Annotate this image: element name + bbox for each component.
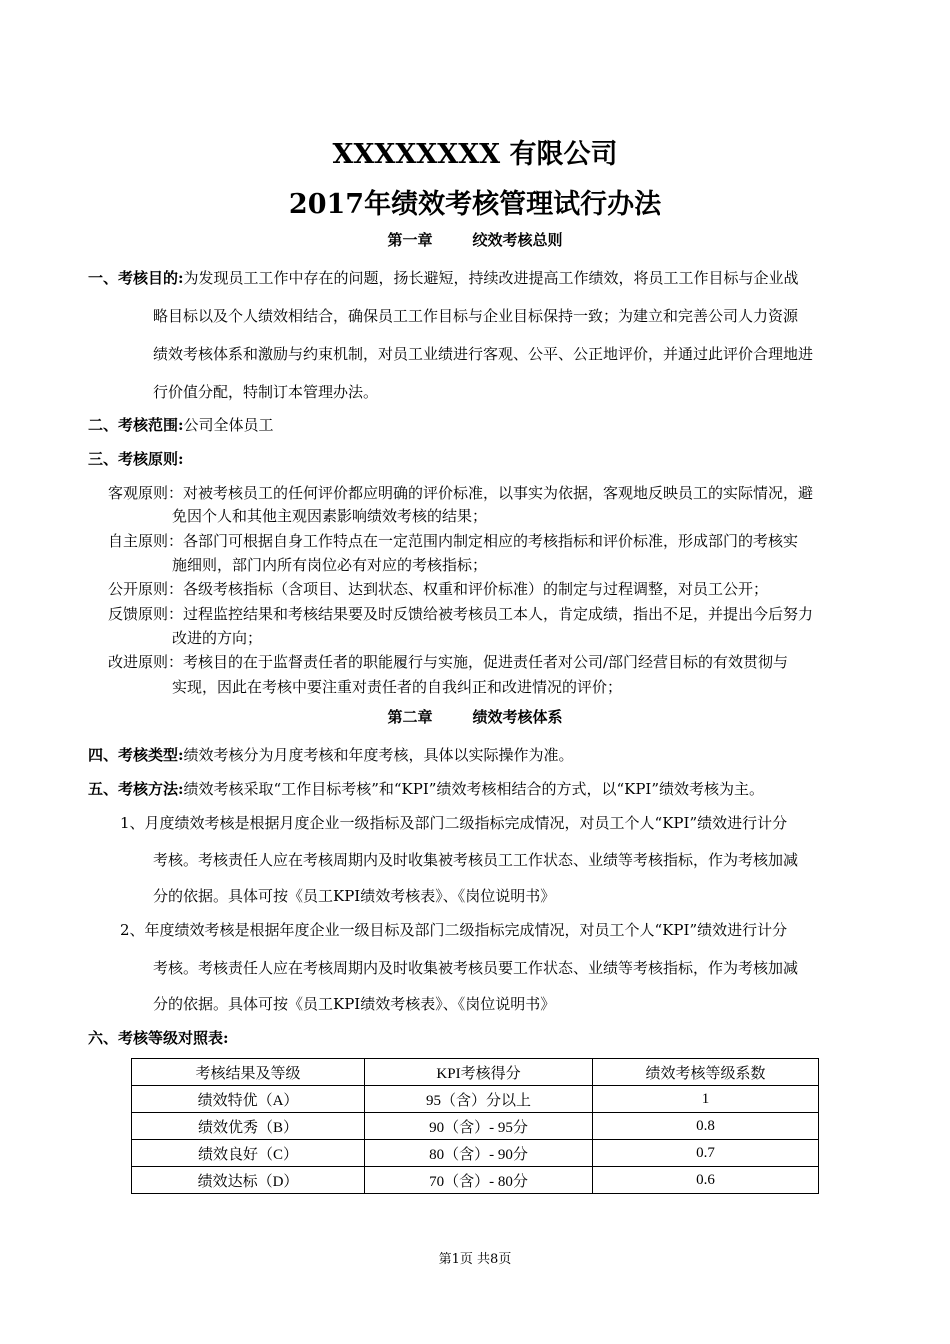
principle-improvement-line-1: 改进原则：考核目的在于监督责任者的职能履行与实施，促进责任者对公司/部门经营目标的有效贯彻与 [108, 653, 789, 671]
method-monthly-line-3: 分的依据。具体可按《员工KPI绩效考核表》、《岗位说明书》 [153, 887, 556, 905]
principle-autonomy-line-1: 自主原则：各部门可根据自身工作特点在一定范围内制定相应的考核指标和评价标准，形成部门的考核实 [108, 532, 799, 550]
section-2-heading: 二、考核范围: [88, 416, 184, 434]
table-header-row [132, 1059, 819, 1086]
table-row [132, 1140, 819, 1167]
section-1-line-1: 一、考核目的:为发现员工工作中存在的问题，扬长避短，持续改进提高工作绩效，将员工工作目标与企业战 [88, 269, 799, 287]
method-annual-line-2: 考核。考核责任人应在考核周期内及时收集被考核员要工作状态、业绩等考核指标，作为考核加减 [153, 959, 799, 977]
method-monthly-line-2: 考核。考核责任人应在考核周期内及时收集被考核员工工作状态、业绩等考核指标，作为考核加减 [153, 851, 799, 869]
section-2-text: 公司全体员工 [183, 416, 274, 434]
section-4-text: 绩效考核分为月度考核和年度考核，具体以实际操作为准。 [183, 746, 574, 764]
principle-feedback-line-2: 改进的方向； [172, 629, 263, 647]
table-cell: 95（含）分以上 [365, 1086, 593, 1113]
table-cell: 70（含）- 80分 [365, 1167, 593, 1194]
chapter-2-heading [0, 706, 950, 727]
chapter-1-name: 绞效考核总则 [472, 231, 563, 249]
page-footer: 第1页 共8页 [438, 1252, 512, 1267]
section-5 [88, 779, 764, 799]
method-monthly-line-1: 1、月度绩效考核是根据月度企业一级指标及部门二级指标完成情况，对员工个人“KPI”绩效进行计分 [120, 814, 788, 832]
method-annual-line-1: 2、年度绩效考核是根据年度企业一级目标及部门二级指标完成情况，对员工个人“KPI”绩效进行计分 [120, 921, 788, 939]
table-cell: 90（含）- 95分 [365, 1113, 593, 1140]
document-title: 2017年绩效考核管理试行办法 [288, 189, 662, 220]
table-cell: 绩效达标（D） [132, 1167, 365, 1194]
company-title: XXXXXXXX 有限公司 [332, 139, 618, 170]
principle-feedback-line-1: 反馈原则：过程监控结果和考核结果要及时反馈给被考核员工本人，肯定成绩，指出不足，并提出今后努力 [108, 605, 814, 623]
table-cell: 绩效特优（A） [132, 1086, 365, 1113]
table-row [132, 1167, 819, 1194]
principle-objective-line-2: 免因个人和其他主观因素影响绩效考核的结果； [172, 507, 488, 525]
table-cell: 0.7 [593, 1140, 819, 1167]
chapter-1-number: 第一章 [387, 231, 433, 249]
chapter-1-heading [0, 229, 950, 250]
section-4 [88, 745, 574, 765]
table-cell: 0.8 [593, 1113, 819, 1140]
section-5-heading: 五、考核方法: [88, 780, 184, 798]
section-4-heading: 四、考核类型: [88, 746, 184, 764]
table-header-cell: 考核结果及等级 [132, 1059, 365, 1086]
principle-openness-line-1: 公开原则：各级考核指标（含项目、达到状态、权重和评价标准）的制定与过程调整，对员工公开； [108, 580, 769, 598]
chapter-2-number: 第二章 [387, 708, 433, 726]
principle-autonomy-line-2: 施细则，部门内所有岗位必有对应的考核指标； [172, 556, 488, 574]
table-header-cell: KPI考核得分 [365, 1059, 593, 1086]
section-6-heading: 六、考核等级对照表: [88, 1029, 229, 1047]
section-2 [88, 415, 274, 435]
table-header-cell: 绩效考核等级系数 [593, 1059, 819, 1086]
section-1-heading: 一、考核目的: [88, 269, 184, 287]
principle-improvement-line-2: 实现，因此在考核中要注重对责任者的自我纠正和改进情况的评价； [172, 678, 623, 696]
table-row [132, 1086, 819, 1113]
section-1-line-2: 略目标以及个人绩效相结合，确保员工工作目标与企业目标保持一致；为建立和完善公司人力资源 [153, 307, 799, 325]
method-annual-line-3: 分的依据。具体可按《员工KPI绩效考核表》、《岗位说明书》 [153, 995, 556, 1013]
chapter-2-name: 绩效考核体系 [472, 708, 563, 726]
section-1-line-4: 行价值分配，特制订本管理办法。 [153, 383, 379, 401]
table-cell: 绩效良好（C） [132, 1140, 365, 1167]
table-row [132, 1113, 819, 1140]
section-3-heading: 三、考核原则: [88, 450, 184, 468]
table-cell: 绩效优秀（B） [132, 1113, 365, 1140]
principle-objective-line-1: 客观原则：对被考核员工的任何评价都应明确的评价标准，以事实为依据，客观地反映员工的实际情况，避 [108, 484, 814, 502]
section-1-line-3: 绩效考核体系和激励与约束机制，对员工业绩进行客观、公平、公正地评价，并通过此评价合理地进 [153, 345, 814, 363]
section-5-text: 绩效考核采取“工作目标考核”和“KPI”绩效考核相结合的方式，以“KPI”绩效考核为主。 [183, 780, 765, 798]
table-cell: 80（含）- 90分 [365, 1140, 593, 1167]
grade-table [131, 1058, 819, 1194]
table-cell: 1 [593, 1086, 819, 1113]
table-cell: 0.6 [593, 1167, 819, 1194]
